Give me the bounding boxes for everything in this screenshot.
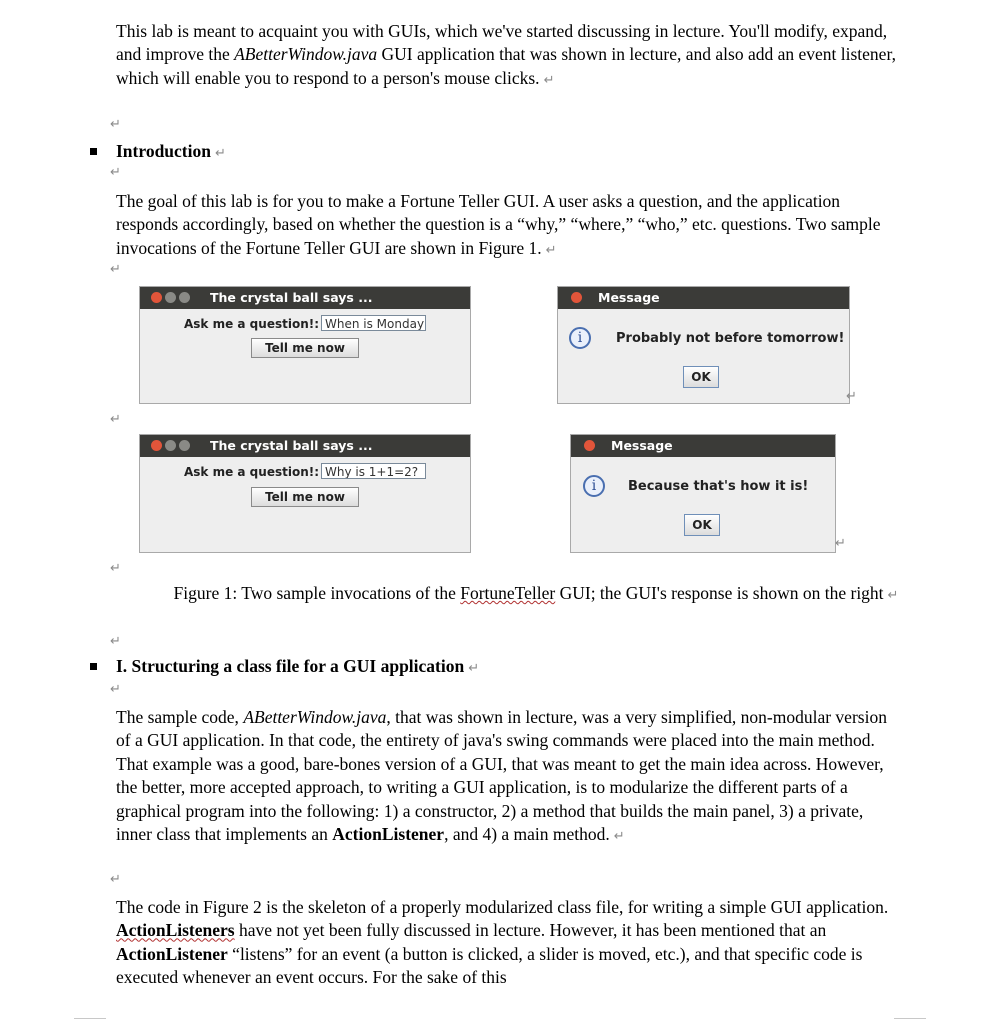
empty-paragraph-mark: ↵ xyxy=(110,634,121,649)
caption-text: Figure 1: Two sample invocations of the xyxy=(173,583,461,603)
intro-heading xyxy=(116,140,226,165)
close-icon[interactable] xyxy=(151,292,162,303)
maximize-icon[interactable] xyxy=(179,292,190,303)
dialog-title: Message xyxy=(598,290,660,305)
return-mark: ↵ xyxy=(545,242,557,258)
skeleton-paragraph xyxy=(116,896,896,990)
para4-text: The code in Figure 2 is the skeleton of a properly modularized class file, for writing a simple GUI application. xyxy=(116,897,889,917)
section1-heading xyxy=(116,655,479,680)
action-listener-term: ActionListener xyxy=(332,824,445,845)
maximize-icon[interactable] xyxy=(179,440,190,451)
message-text: Probably not before tomorrow! xyxy=(616,331,845,346)
action-listeners-term: ActionListeners xyxy=(116,920,235,941)
message-dialog-1 xyxy=(557,286,850,404)
empty-paragraph-mark: ↵ xyxy=(110,117,121,132)
caption-class-name: FortuneTeller xyxy=(460,583,556,603)
ok-button[interactable]: OK xyxy=(683,366,719,388)
close-icon[interactable] xyxy=(151,440,162,451)
bullet-icon xyxy=(90,148,97,155)
para3-text-c: , and 4) a main method. xyxy=(444,824,610,845)
intro-heading-text: Introduction xyxy=(116,141,211,161)
minimize-icon[interactable] xyxy=(165,440,176,451)
window-title-bar xyxy=(140,435,470,457)
caption-text-rest: GUI; the GUI's response is shown on the right xyxy=(555,583,884,603)
ok-button[interactable]: OK xyxy=(684,514,720,536)
dialog-title-bar xyxy=(571,435,835,457)
dialog-title: Message xyxy=(611,438,673,453)
info-icon: i xyxy=(569,327,591,349)
return-mark: ↵ xyxy=(613,829,625,845)
window-title: The crystal ball says ... xyxy=(210,290,373,305)
bullet-icon xyxy=(90,663,97,670)
window-title: The crystal ball says ... xyxy=(210,438,373,453)
message-dialog-2 xyxy=(570,434,836,553)
action-listener-term: ActionListener xyxy=(116,943,228,964)
empty-paragraph-mark: ↵ xyxy=(110,262,121,277)
close-icon[interactable] xyxy=(571,292,582,303)
empty-paragraph-mark: ↵ xyxy=(110,561,121,576)
dialog-title-bar xyxy=(558,287,849,309)
crystal-ball-window-2 xyxy=(139,434,471,553)
para4-text-b: have not yet been fully discussed in lecture. However, it has been mentioned that an xyxy=(234,920,827,941)
return-mark: ↵ xyxy=(835,536,846,551)
para4-text-c: “listens” for an event (a button is clicked, a slider is moved, etc.), and that specific code is executed whenever an event occurs. For the sake of this xyxy=(116,943,863,988)
page-corner-mark xyxy=(894,1018,926,1019)
empty-paragraph-mark: ↵ xyxy=(110,165,121,180)
para1-rest: GUI application that was shown in lecture, and also add an event listener, which will enable you to respond to a person's mouse clicks. xyxy=(116,44,896,88)
goal-paragraph xyxy=(116,190,896,262)
minimize-icon[interactable] xyxy=(165,292,176,303)
sample-code-paragraph xyxy=(116,706,896,848)
window-title-bar xyxy=(140,287,470,309)
question-label: Ask me a question!: xyxy=(184,465,320,479)
para2-text: The goal of this lab is for you to make a Fortune Teller GUI. A user asks a question, and the application responds accordingly, based on whether the question is a “why,” “where,” “who,” etc. questions. Two sample invocations of the Fortune Teller GUI are shown in Figure 1. xyxy=(116,191,881,258)
file-name: ABetterWindow.java xyxy=(234,44,378,65)
tell-me-now-button[interactable]: Tell me now xyxy=(251,338,359,358)
return-mark: ↵ xyxy=(846,389,857,404)
return-mark: ↵ xyxy=(214,146,226,161)
intro-paragraph xyxy=(116,20,896,92)
para1-text: This lab is meant to acquaint you with GUIs, which we've started discussing in lecture. You'll modify, expand, and improve the xyxy=(116,21,888,65)
file-name: ABetterWindow.java xyxy=(243,707,387,727)
crystal-ball-window-1 xyxy=(139,286,471,404)
section1-heading-text: I. Structuring a class file for a GUI application xyxy=(116,656,465,676)
question-input[interactable]: When is Monday xyxy=(321,315,426,331)
page-corner-mark xyxy=(74,1018,106,1019)
tell-me-now-button[interactable]: Tell me now xyxy=(251,487,359,507)
empty-paragraph-mark: ↵ xyxy=(110,412,121,427)
return-mark: ↵ xyxy=(468,661,480,676)
return-mark: ↵ xyxy=(887,588,899,603)
figure-caption xyxy=(116,582,956,607)
question-input[interactable]: Why is 1+1=2? xyxy=(321,463,426,479)
question-label: Ask me a question!: xyxy=(184,317,320,331)
para3-text: The sample code, xyxy=(116,707,244,727)
close-icon[interactable] xyxy=(584,440,595,451)
empty-paragraph-mark: ↵ xyxy=(110,872,121,887)
return-mark: ↵ xyxy=(543,72,555,88)
info-icon: i xyxy=(583,475,605,497)
empty-paragraph-mark: ↵ xyxy=(110,682,121,697)
message-text: Because that's how it is! xyxy=(628,479,809,494)
para3-text-b: , that was shown in lecture, was a very simplified, non-modular version of a GUI application. In that code, the entirety of java's swing commands were placed into the main method. That example was a good, bare-bones version of a GUI, that was meant to get the main idea across. However, the better, more accepted approach, to writing a GUI application, is to modularize the different parts of a graphical program into the following: 1) a constructor, 2) a method that builds the main panel, 3) a private, inner class that implements an xyxy=(116,707,887,845)
